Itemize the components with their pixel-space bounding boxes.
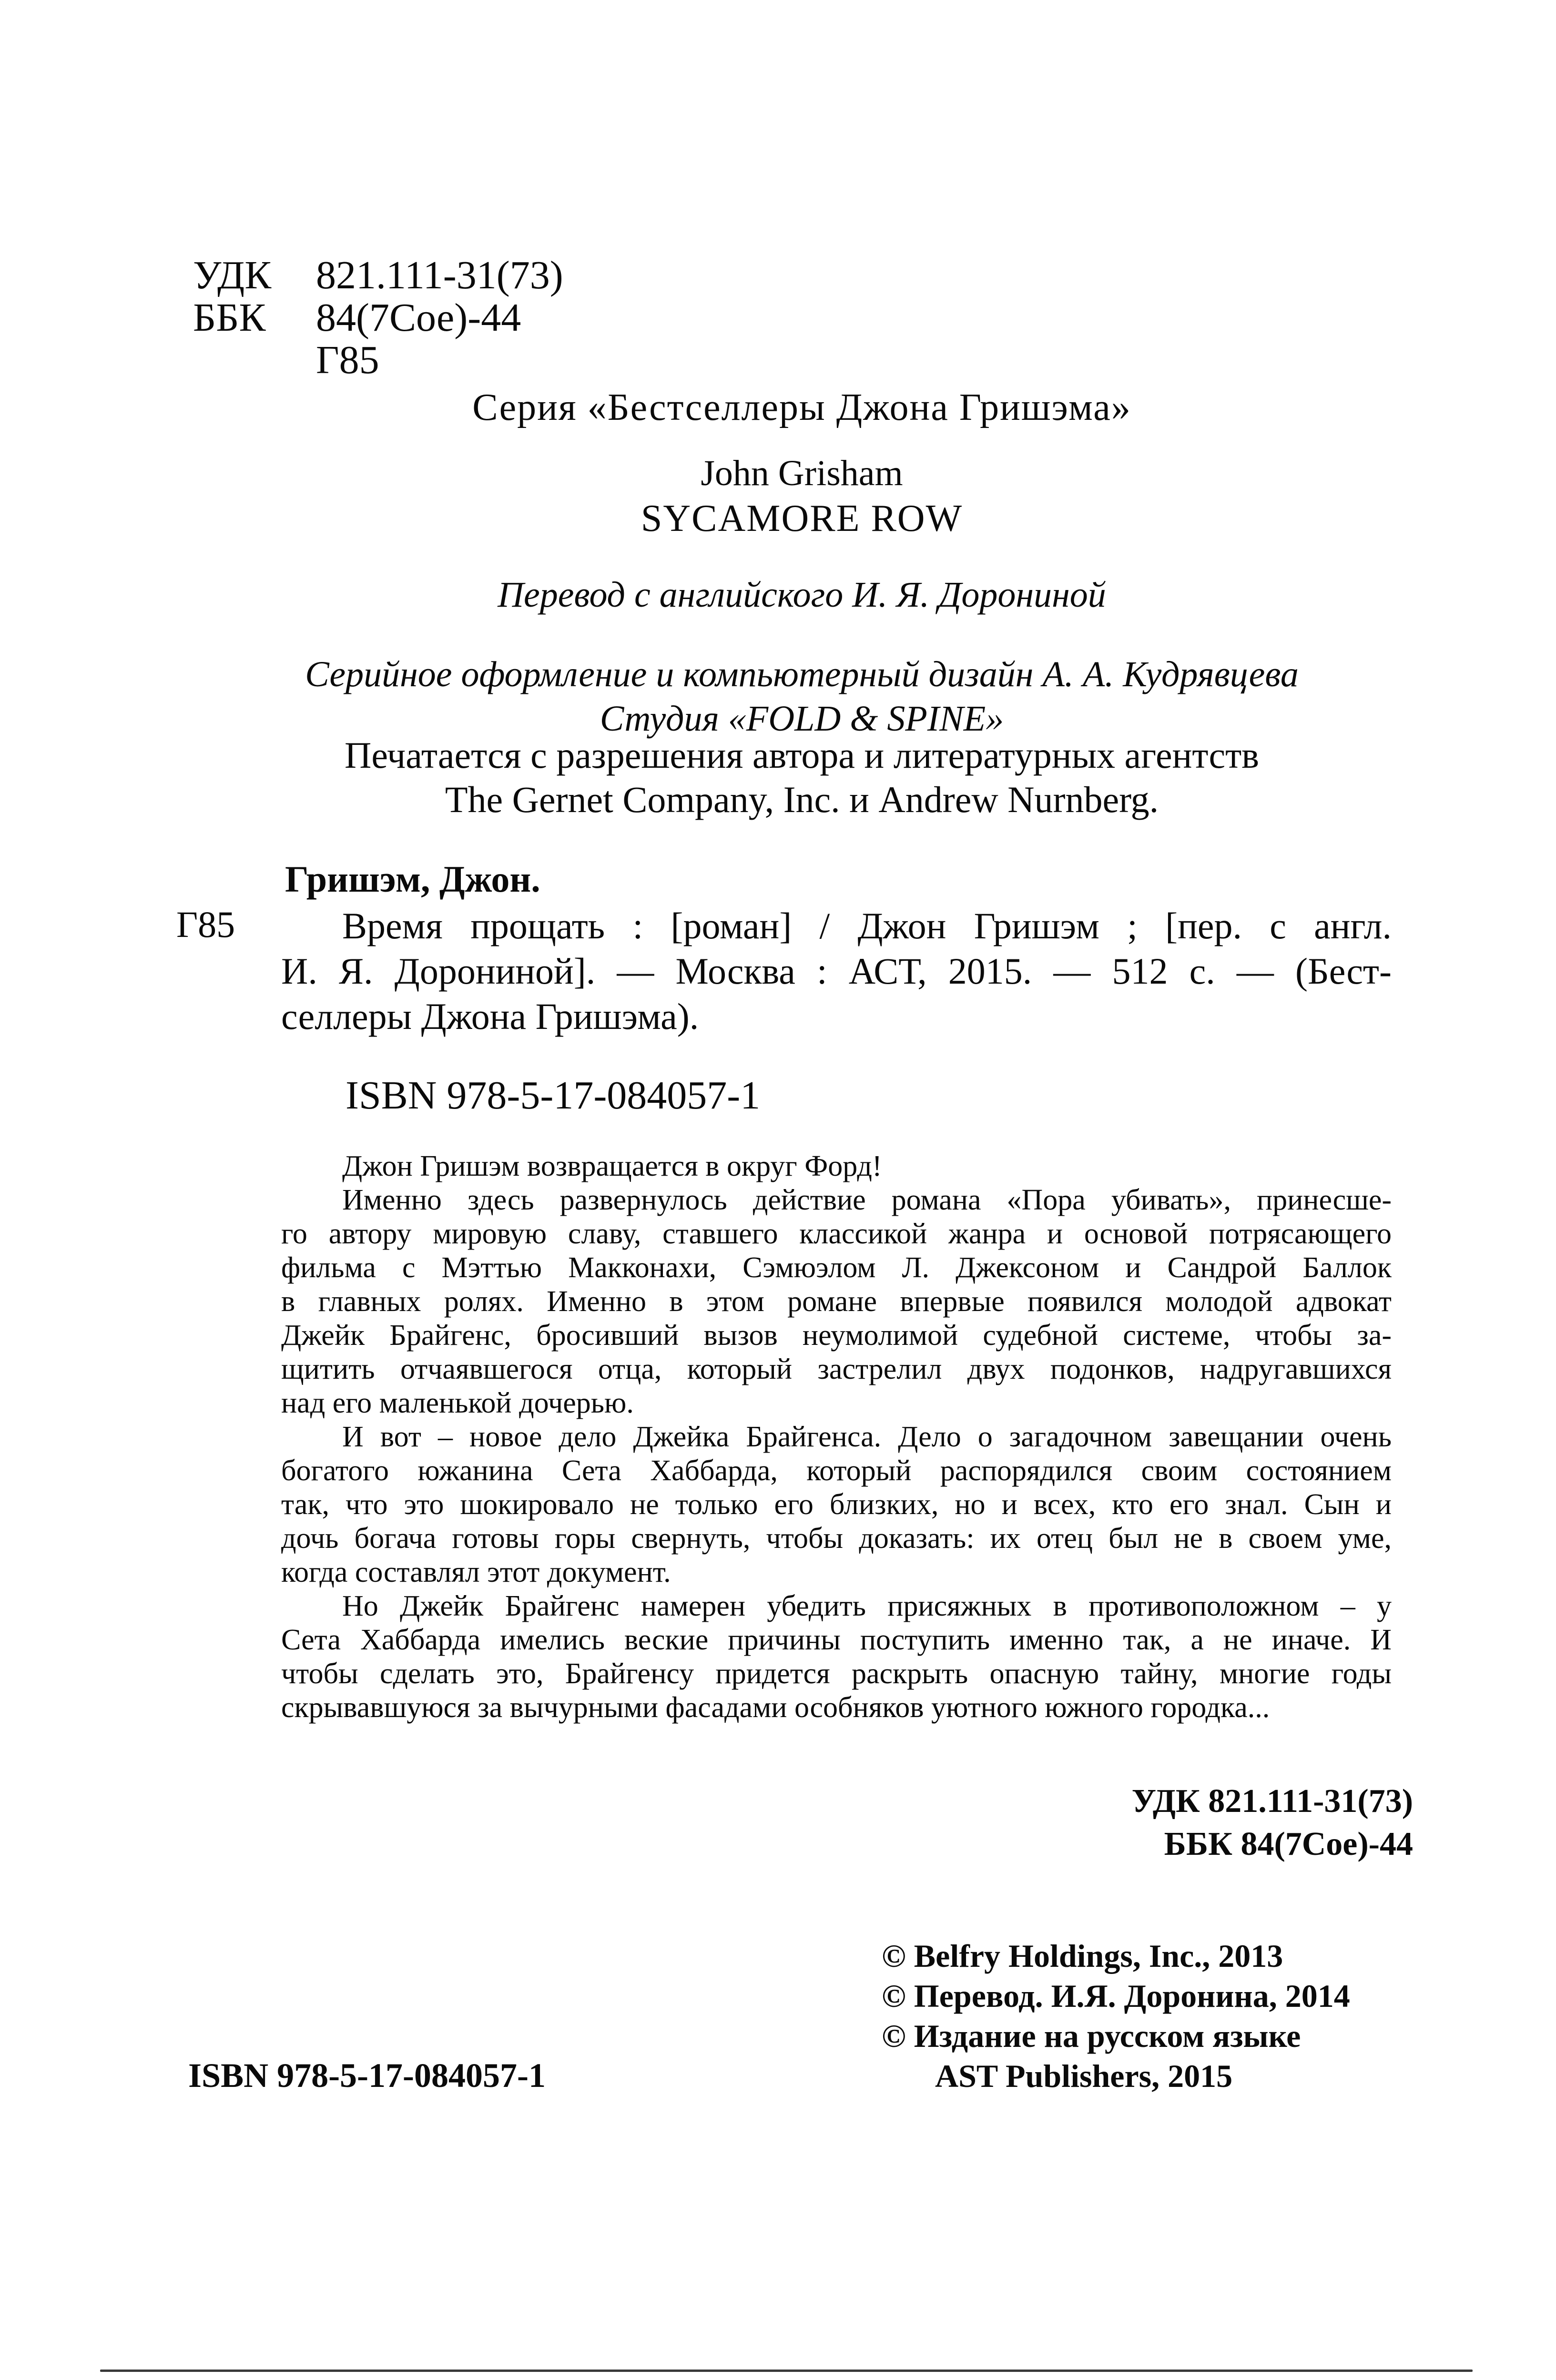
bbk-value: 84(7Сое)-44: [316, 295, 521, 340]
card-line: И. Я. Дорониной]. — Москва : АСТ, 2015. — 512 с. — (Бест-: [281, 950, 1392, 992]
copyright-line: © Перевод. И.Я. Доронина, 2014: [882, 1978, 1350, 2014]
card-line: Время прощать : [роман] / Джон Гришэм ; [пер. с англ.: [342, 905, 1392, 946]
catalog-card-lines: [281, 903, 1392, 1039]
copyright-line: AST Publishers, 2015: [935, 2058, 1233, 2094]
card-line: селлеры Джона Гришэма).: [281, 996, 699, 1037]
annotation-line: так, что это шокировало не только его близких, но и всех, кто его знал. Сын и: [281, 1488, 1392, 1521]
copyright-line: © Belfry Holdings, Inc., 2013: [882, 1938, 1283, 1974]
udk-value: 821.111-31(73): [316, 253, 563, 297]
annotation-line: Но Джейк Брайгенс намерен убедить присяжных в противоположном – у: [342, 1590, 1392, 1622]
annotation-line: фильма с Мэттью Макконахи, Сэмюэлом Л. Джексоном и Сандрой Баллок: [281, 1251, 1392, 1284]
footer-udk: УДК 821.111-31(73): [1131, 1783, 1413, 1820]
annotation-block: [281, 1149, 1392, 1725]
bbk-label: ББК: [193, 295, 266, 340]
copyright-block: [882, 1936, 1350, 2096]
page-edge-line: [100, 2370, 1473, 2372]
permission-line-1: Печатается с разрешения автора и литературных агентств: [345, 734, 1259, 776]
design-credit: Серийное оформление и компьютерный дизайн А. А. Кудрявцева: [305, 654, 1299, 694]
card-isbn: ISBN 978-5-17-084057-1: [346, 1073, 761, 1118]
studio-credit: Студия «FOLD & SPINE»: [600, 699, 1004, 739]
original-author: John Grisham: [701, 453, 903, 493]
footer-bbk: ББК 84(7Сое)-44: [1164, 1826, 1413, 1862]
annotation-line: го автору мировую славу, ставшего классикой жанра и основой потрясающего: [281, 1218, 1392, 1250]
translation-credit: Перевод с английского И. Я. Дорониной: [498, 575, 1106, 615]
annotation-line: щитить отчаявшегося отца, который застрелил двух подонков, надругавшихся: [281, 1353, 1392, 1385]
copyright-line: © Издание на русском языке: [882, 2018, 1301, 2054]
annotation-line: Джейк Брайгенс, бросивший вызов неумолимой судебной системе, чтобы за-: [281, 1319, 1392, 1352]
author-sign: Г85: [316, 338, 379, 382]
series-line: Серия «Бестселлеры Джона Гришэма»: [472, 386, 1131, 428]
annotation-line: дочь богача готовы горы свернуть, чтобы доказать: их отец был не в своем уме,: [281, 1522, 1392, 1555]
card-author-heading: Гришэм, Джон.: [285, 858, 540, 900]
udk-label: УДК: [193, 253, 272, 297]
annotation-line: богатого южанина Сета Хаббарда, который распорядился своим состоянием: [281, 1454, 1392, 1487]
annotation-line: Именно здесь развернулось действие романа «Пора убивать», принесше-: [342, 1184, 1392, 1216]
annotation-line: И вот – новое дело Джейка Брайгенса. Дело о загадочном завещании очень: [342, 1421, 1392, 1453]
annotation-line: скрывавшуюся за вычурными фасадами особняков уютного южного городка...: [281, 1691, 1270, 1724]
card-margin-code: Г85: [176, 904, 235, 945]
annotation-line: в главных ролях. Именно в этом романе впервые появился молодой адвокат: [281, 1285, 1392, 1318]
original-title: SYCAMORE ROW: [641, 498, 963, 539]
footer-isbn: ISBN 978-5-17-084057-1: [188, 2056, 546, 2095]
permission-line-2: The Gernet Company, Inc. и Andrew Nurnberg.: [445, 779, 1159, 820]
annotation-line: Сета Хаббарда имелись веские причины поступить именно так, а не иначе. И: [281, 1624, 1392, 1656]
annotation-line: когда составлял этот документ.: [281, 1556, 671, 1588]
annotation-line: над его маленькой дочерью.: [281, 1387, 634, 1419]
annotation-line: чтобы сделать это, Брайгенсу придется раскрыть опасную тайну, многие годы: [281, 1658, 1392, 1690]
annotation-line: Джон Гришэм возвращается в округ Форд!: [342, 1150, 882, 1182]
